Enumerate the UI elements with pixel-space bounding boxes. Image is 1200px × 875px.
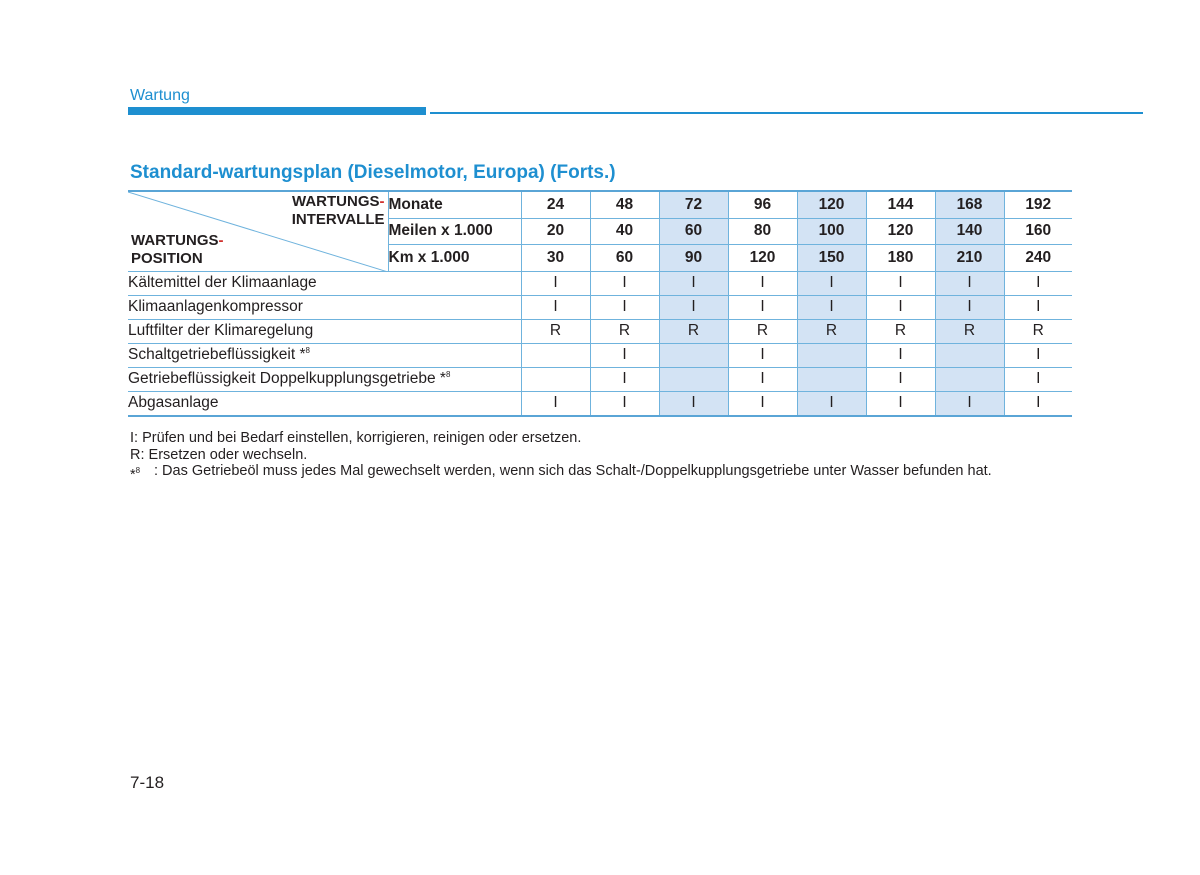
- schedule-cell: I: [935, 271, 1004, 295]
- schedule-cell: I: [866, 391, 935, 416]
- schedule-cell: I: [935, 295, 1004, 319]
- schedule-cell: I: [728, 343, 797, 367]
- item-text: Abgasanlage: [128, 394, 219, 411]
- interval-value: 90: [659, 245, 728, 272]
- schedule-cell: I: [521, 271, 590, 295]
- interval-value: 100: [797, 218, 866, 245]
- interval-value: 150: [797, 245, 866, 272]
- interval-value: 96: [728, 191, 797, 218]
- maintenance-item-label: [128, 319, 521, 343]
- schedule-cell: I: [728, 367, 797, 391]
- schedule-cell: I: [1004, 367, 1072, 391]
- maintenance-item-label: [128, 343, 521, 367]
- footnote-text: : Das Getriebeöl muss jedes Mal gewechselt werden, wenn sich das Schalt-/Doppelkupplungsgetriebe unter Wasser befunden hat.: [154, 463, 992, 479]
- item-footnote-ref: 8: [305, 346, 310, 355]
- schedule-cell: R: [866, 319, 935, 343]
- schedule-cell: R: [797, 319, 866, 343]
- schedule-cell: I: [590, 295, 659, 319]
- interval-value: 72: [659, 191, 728, 218]
- note-footnote-8: [130, 463, 1075, 484]
- item-text: Klimaanlagenkompressor: [128, 298, 303, 315]
- maintenance-item-label: [128, 391, 521, 416]
- schedule-cell: I: [935, 391, 1004, 416]
- position-heading: WARTUNGS- POSITION: [131, 231, 224, 267]
- section-label: Wartung: [130, 87, 190, 104]
- schedule-cell: I: [728, 295, 797, 319]
- maintenance-item-label: [128, 367, 521, 391]
- maintenance-item-label: [128, 295, 521, 319]
- item-footnote-ref: 8: [445, 370, 451, 379]
- schedule-cell: [797, 343, 866, 367]
- schedule-cell: R: [659, 319, 728, 343]
- interval-value: 48: [590, 191, 659, 218]
- item-text: Luftfilter der Klimaregelung: [128, 322, 314, 339]
- interval-value: 120: [866, 218, 935, 245]
- maintenance-schedule-table: [128, 190, 1072, 417]
- schedule-cell: I: [659, 295, 728, 319]
- interval-value: 60: [659, 218, 728, 245]
- schedule-cell: I: [590, 367, 659, 391]
- interval-unit-label: Meilen x 1.000: [388, 218, 521, 245]
- header-rule-thin: [430, 112, 1143, 114]
- page-number: 7-18: [130, 773, 165, 792]
- schedule-cell: I: [1004, 391, 1072, 416]
- interval-value: 180: [866, 245, 935, 272]
- interval-value: 168: [935, 191, 1004, 218]
- note-replace: R: Ersetzen oder wechseln.: [130, 446, 308, 463]
- interval-value: 120: [728, 245, 797, 272]
- schedule-cell: I: [659, 391, 728, 416]
- schedule-cell: I: [866, 367, 935, 391]
- table-row: [128, 391, 1072, 416]
- interval-value: 24: [521, 191, 590, 218]
- schedule-cell: I: [590, 391, 659, 416]
- interval-value: 20: [521, 218, 590, 245]
- interval-value: 60: [590, 245, 659, 272]
- interval-value: 144: [866, 191, 935, 218]
- schedule-cell: [935, 367, 1004, 391]
- schedule-cell: I: [590, 271, 659, 295]
- table-row: [128, 367, 1072, 391]
- interval-value: 30: [521, 245, 590, 272]
- note-inspect: I: Prüfen und bei Bedarf einstellen, korrigieren, reinigen oder ersetzen.: [130, 430, 582, 446]
- interval-value: 192: [1004, 191, 1072, 218]
- schedule-cell: [659, 343, 728, 367]
- maintenance-item-label: [128, 271, 521, 295]
- interval-value: 140: [935, 218, 1004, 245]
- footnote-marker: *$^8$: [130, 466, 141, 483]
- schedule-cell: [521, 367, 590, 391]
- interval-value: 210: [935, 245, 1004, 272]
- schedule-body: [128, 191, 1072, 416]
- schedule-cell: [659, 367, 728, 391]
- table-row: [128, 271, 1072, 295]
- interval-value: 160: [1004, 218, 1072, 245]
- interval-value: 40: [590, 218, 659, 245]
- interval-unit-label: Km x 1.000: [388, 245, 521, 272]
- interval-unit-label: Monate: [388, 191, 521, 218]
- schedule-cell: R: [1004, 319, 1072, 343]
- schedule-cell: I: [797, 295, 866, 319]
- page-title: Standard-wartungsplan (Dieselmotor, Europa) (Forts.): [130, 162, 616, 183]
- schedule-cell: [935, 343, 1004, 367]
- item-text: Schaltgetriebeflüssigkeit *: [128, 346, 306, 363]
- schedule-cell: I: [797, 391, 866, 416]
- intervals-heading: WARTUNGS- INTERVALLE: [291, 193, 385, 228]
- interval-row: [128, 191, 1072, 218]
- item-text: Getriebeflüssigkeit Doppelkupplungsgetriebe *: [128, 370, 446, 387]
- schedule-cell: [521, 343, 590, 367]
- schedule-cell: [797, 367, 866, 391]
- footnotes: [130, 430, 1075, 484]
- schedule-cell: I: [797, 271, 866, 295]
- table-row: [128, 295, 1072, 319]
- schedule-cell: I: [659, 271, 728, 295]
- schedule-cell: I: [866, 271, 935, 295]
- schedule-cell: I: [1004, 295, 1072, 319]
- schedule-cell: I: [728, 271, 797, 295]
- schedule-cell: I: [590, 343, 659, 367]
- interval-value: 240: [1004, 245, 1072, 272]
- table-row: [128, 343, 1072, 367]
- item-text: Kältemittel der Klimaanlage: [128, 274, 317, 291]
- schedule-cell: I: [521, 391, 590, 416]
- schedule-cell: I: [1004, 343, 1072, 367]
- schedule-cell: I: [1004, 271, 1072, 295]
- interval-value: 120: [797, 191, 866, 218]
- schedule-cell: I: [866, 295, 935, 319]
- schedule-cell: I: [521, 295, 590, 319]
- schedule-cell: R: [728, 319, 797, 343]
- header-rule-thick: [128, 107, 426, 115]
- schedule-cell: R: [590, 319, 659, 343]
- schedule-cell: R: [935, 319, 1004, 343]
- table-row: [128, 319, 1072, 343]
- schedule-cell: I: [866, 343, 935, 367]
- table-corner-cell: [128, 191, 388, 271]
- schedule-cell: I: [728, 391, 797, 416]
- interval-value: 80: [728, 218, 797, 245]
- schedule-cell: R: [521, 319, 590, 343]
